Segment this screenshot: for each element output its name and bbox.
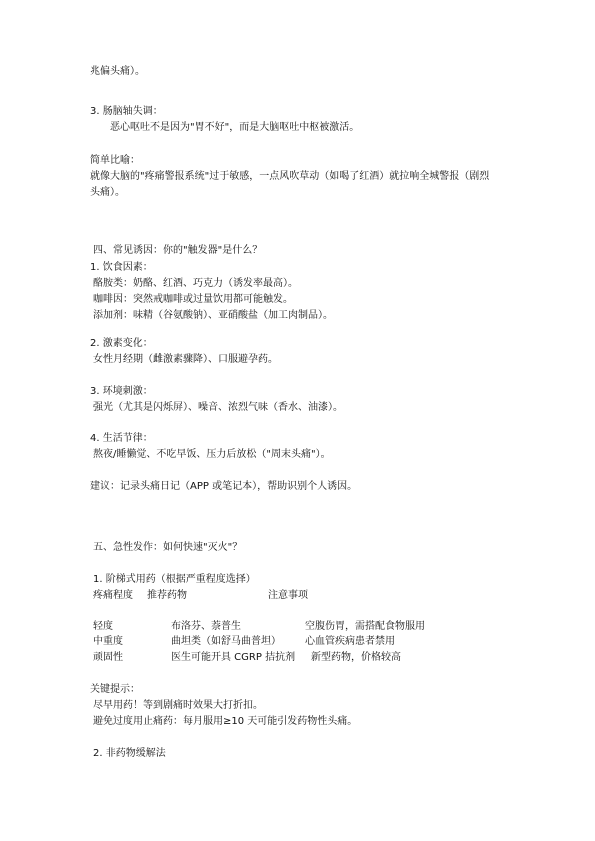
table-cell: 医生可能开具 CGRP 拮抗剂 bbox=[171, 652, 296, 663]
text-line: 兆偏头痛）。 bbox=[90, 66, 145, 77]
section-heading: 四、常见诱因：你的"触发器"是什么？ bbox=[93, 245, 263, 256]
table-header-cell: 疼痛程度 bbox=[93, 590, 133, 601]
text-line: 简单比喻： bbox=[90, 155, 140, 166]
text-line: 熬夜/睡懒觉、不吃早饭、压力后放松（"周末头痛"）。 bbox=[93, 449, 331, 460]
text-line: 酪胺类：奶酪、红酒、巧克力（诱发率最高）。 bbox=[93, 278, 298, 289]
section-item-heading: 1. 饮食因素： bbox=[90, 262, 153, 273]
text-line: 就像大脑的"疼痛警报系统"过于敏感，一点风吹草动（如喝了红酒）就拉响全城警报（剧烈 bbox=[90, 171, 490, 182]
table-header-cell: 注意事项 bbox=[268, 590, 308, 601]
text-line: 恶心呕吐不是因为"胃不好"，而是大脑呕吐中枢被激活。 bbox=[110, 122, 360, 133]
text-line: 头痛）。 bbox=[90, 187, 125, 198]
section-heading: 五、急性发作：如何快速"灭火"？ bbox=[93, 542, 243, 553]
table-cell: 轻度 bbox=[93, 621, 113, 632]
table-header-cell: 推荐药物 bbox=[147, 590, 187, 601]
table-cell: 心血管疾病患者禁用 bbox=[305, 636, 395, 647]
text-line: 避免过度用止痛药：每月服用≥10 天可能引发药物性头痛。 bbox=[93, 716, 358, 727]
table-cell: 顽固性 bbox=[93, 652, 123, 663]
text-line: 咖啡因：突然戒咖啡或过量饮用都可能触发。 bbox=[93, 294, 293, 305]
section-item-heading: 3. 肠脑轴失调： bbox=[90, 106, 163, 117]
text-line: 添加剂：味精（谷氨酸钠）、亚硝酸盐（加工肉制品）。 bbox=[93, 310, 333, 321]
table-cell: 曲坦类（如舒马曲普坦） bbox=[171, 636, 281, 647]
text-line: 强光（尤其是闪烁屏）、噪音、浓烈气味（香水、油漆）。 bbox=[93, 402, 343, 413]
section-item-heading: 2. 激素变化： bbox=[90, 338, 153, 349]
section-item-heading: 4. 生活节律： bbox=[90, 433, 153, 444]
section-item-heading: 3. 环境刺激： bbox=[90, 386, 153, 397]
table-cell: 中重度 bbox=[93, 636, 123, 647]
text-line: 女性月经期（雌激素骤降）、口服避孕药。 bbox=[93, 354, 278, 365]
table-cell: 空腹伤胃，需搭配食物服用 bbox=[305, 621, 425, 632]
section-item-heading: 2. 非药物缓解法 bbox=[93, 748, 166, 759]
text-line: 尽早用药！等到剧痛时效果大打折扣。 bbox=[93, 700, 263, 711]
table-cell: 新型药物，价格较高 bbox=[311, 652, 401, 663]
advice-line: 建议：记录头痛日记（APP 或笔记本），帮助识别个人诱因。 bbox=[90, 481, 358, 492]
text-line: 关键提示： bbox=[90, 684, 140, 695]
section-item-heading: 1. 阶梯式用药（根据严重程度选择） bbox=[93, 574, 256, 585]
table-cell: 布洛芬、萘普生 bbox=[171, 621, 241, 632]
